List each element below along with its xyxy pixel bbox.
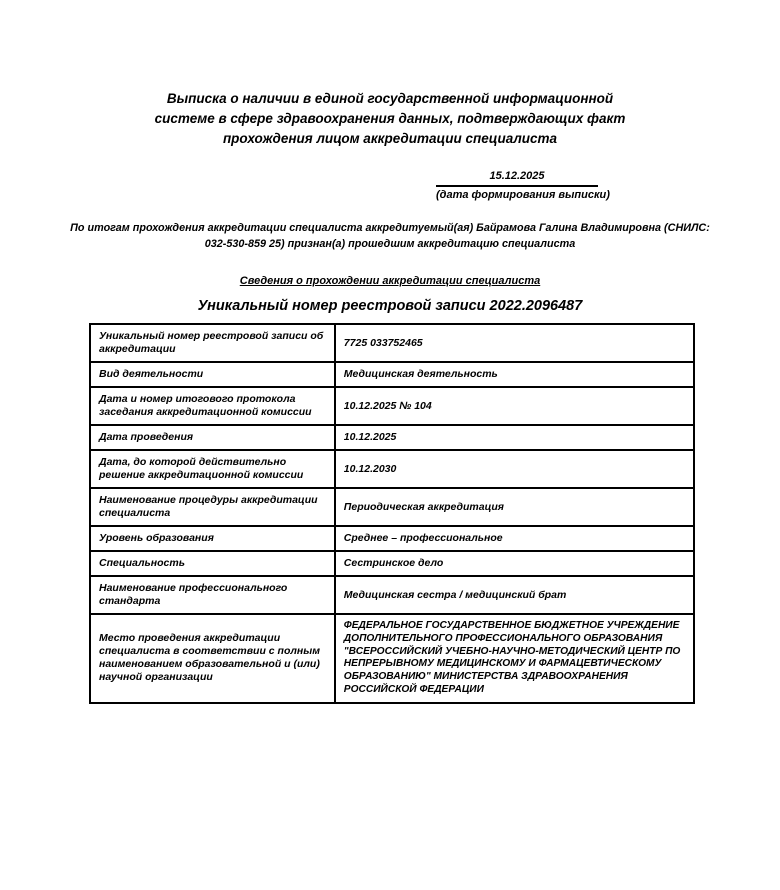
row-label-cell: Дата проведения [90,425,335,450]
row-value-cell: Медицинская сестра / медицинский брат [335,576,694,614]
issue-date: 15.12.2025 [436,170,598,187]
document-title-line-2: системе в сфере здравоохранения данных, подтверждающих факт [154,111,626,126]
document-title-line-3: прохождения лицом аккредитации специалиста [222,131,558,146]
row-label-cell: Дата, до которой действительно решение аккредитационной комиссии [90,450,335,488]
row-label-cell: Место проведения аккредитации специалиста в соответствии с полным наименованием образовательной и (или) научной организации [90,614,335,703]
document-title [0,0,780,149]
row-value-cell: Среднее – профессиональное [335,526,694,551]
section-heading [0,275,780,287]
row-value-cell: 10.12.2025 [335,425,694,450]
table-row [90,425,694,450]
issue-date-block [436,170,610,201]
table-row [90,526,694,551]
table-row [90,450,694,488]
row-value-cell: 10.12.2030 [335,450,694,488]
accreditation-table [89,323,695,704]
row-value-cell: 7725 033752465 [335,324,694,362]
registry-number-heading: Уникальный номер реестровой записи 2022.2096487 [197,298,583,314]
table-row [90,576,694,614]
table-row [90,614,694,703]
table-row [90,551,694,576]
issue-date-caption: (дата формирования выписки) [436,189,610,201]
section-heading-text: Сведения о прохождении аккредитации специалиста [239,275,541,287]
row-label-cell: Вид деятельности [90,362,335,387]
row-label-cell: Специальность [90,551,335,576]
document-title-line-1: Выписка о наличии в единой государственной информационной [166,91,614,106]
table-row [90,488,694,526]
row-label-cell: Наименование процедуры аккредитации специалиста [90,488,335,526]
summary-paragraph: По итогам прохождения аккредитации специалиста аккредитуемый(ая) Байрамова Галина Владимировна (СНИЛС: 032-530-859 25) признан(а) прошедшим аккредитацию специалиста [70,222,710,250]
row-value-cell: ФЕДЕРАЛЬНОЕ ГОСУДАРСТВЕННОЕ БЮДЖЕТНОЕ УЧРЕЖДЕНИЕ ДОПОЛНИТЕЛЬНОГО ПРОФЕССИОНАЛЬНОГО ОБРАЗОВАНИЯ "ВСЕРОССИЙСКИЙ УЧЕБНО-НАУЧНО-МЕТОДИЧЕСКИЙ ЦЕНТР ПО НЕПРЕРЫВНОМУ МЕДИЦИНСКОМУ И ФАРМАЦЕВТИЧЕСКОМУ ОБРАЗОВАНИЮ" МИНИСТЕРСТВА ЗДРАВООХРАНЕНИЯ РОССИЙСКОЙ ФЕДЕРАЦИИ [335,614,694,703]
row-value-cell: Медицинская деятельность [335,362,694,387]
table-row [90,324,694,362]
row-label-cell: Уникальный номер реестровой записи об аккредитации [90,324,335,362]
row-label-cell: Уровень образования [90,526,335,551]
row-label-cell: Дата и номер итогового протокола заседания аккредитационной комиссии [90,387,335,425]
row-label-cell: Наименование профессионального стандарта [90,576,335,614]
row-value-cell: Сестринское дело [335,551,694,576]
table-row [90,387,694,425]
row-value-cell: Периодическая аккредитация [335,488,694,526]
table-row [90,362,694,387]
row-value-cell: 10.12.2025 № 104 [335,387,694,425]
